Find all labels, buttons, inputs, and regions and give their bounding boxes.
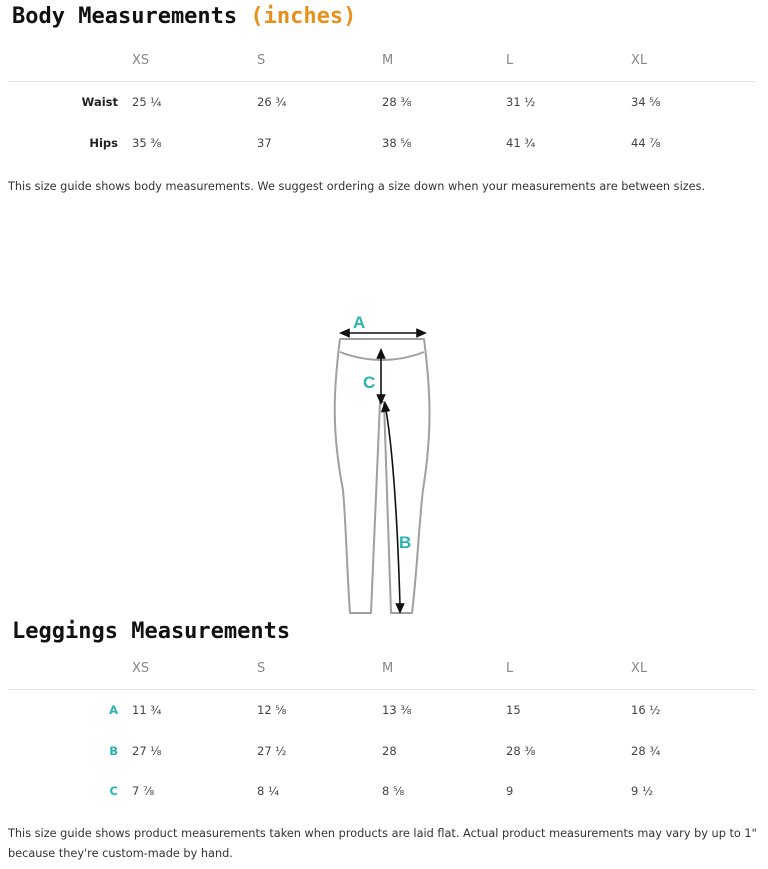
table-cell: 25 ¼ (132, 95, 162, 110)
measure-a-arrow-left (341, 330, 349, 337)
size-header-l: L (506, 649, 631, 689)
table-cell: 11 ¾ (132, 703, 162, 718)
size-header-xl: XL (631, 41, 755, 81)
size-header-s: S (257, 649, 382, 689)
table-cell: 28 ⅜ (506, 744, 536, 758)
size-header-s: S (257, 41, 382, 81)
body-title-unit: (inches) (250, 4, 357, 29)
size-header-xs: XS (132, 649, 257, 689)
row-label-a: A (109, 703, 118, 718)
table-cell: 15 (506, 703, 521, 718)
measure-c-arrow-top (378, 350, 385, 358)
row-label-c: C (109, 784, 118, 798)
leggings-measurements-title: Leggings Measurements (12, 619, 291, 644)
table-header-row (8, 41, 755, 81)
leggings-silhouette (335, 339, 430, 613)
measure-c (378, 350, 385, 403)
table-row (8, 123, 755, 163)
table-cell: 35 ⅜ (132, 136, 162, 150)
measure-b-arrow-top (382, 403, 389, 412)
label-a: A (353, 313, 366, 332)
leggings-measurements-note: This size guide shows product measurements taken when products are laid flat. Actual product measurements may vary by up to 1" because they're custom-made by hand. (8, 827, 757, 860)
table-cell: 44 ⅞ (631, 136, 661, 150)
size-header-xs: XS (132, 41, 257, 81)
leggings-outline (335, 339, 430, 613)
table-cell: 8 ⅝ (382, 784, 405, 798)
table-cell: 28 (382, 744, 397, 758)
table-cell: 27 ½ (257, 744, 287, 758)
table-cell: 41 ¾ (506, 136, 536, 150)
table-row (8, 731, 755, 771)
table-cell: 27 ⅛ (132, 744, 162, 758)
body-measurements-table (8, 41, 755, 163)
body-title-text: Body Measurements (12, 4, 238, 29)
table-row (8, 771, 755, 811)
label-b: B (399, 533, 412, 552)
row-label-hips: Hips (89, 136, 118, 150)
header-spacer (8, 649, 132, 689)
table-header-row (8, 649, 755, 689)
row-label-b: B (109, 744, 118, 758)
table-cell: 8 ¼ (257, 784, 280, 798)
table-cell: 12 ⅝ (257, 703, 287, 718)
body-measurements-note: This size guide shows body measurements. We suggest ordering a size down when your measurements are between sizes. (8, 180, 706, 193)
table-cell: 9 (506, 784, 514, 798)
table-row (8, 81, 755, 123)
table-cell: 7 ⅞ (132, 784, 155, 798)
size-header-m: M (382, 41, 506, 81)
body-measurements-title (12, 4, 356, 29)
table-cell: 28 ¾ (631, 744, 661, 758)
leggings-measurements-table (8, 649, 755, 811)
header-spacer (8, 41, 132, 81)
table-cell: 31 ½ (506, 95, 536, 110)
table-cell: 38 ⅝ (382, 136, 412, 150)
measure-b-arrow-bottom (397, 604, 404, 612)
row-label-waist: Waist (81, 95, 118, 110)
size-header-l: L (506, 41, 631, 81)
table-cell: 28 ⅜ (382, 95, 412, 110)
table-row (8, 689, 755, 731)
leggings-diagram (328, 308, 440, 620)
table-cell: 37 (257, 136, 272, 150)
table-cell: 26 ¾ (257, 95, 287, 110)
table-cell: 13 ⅜ (382, 703, 412, 718)
measure-a-arrow-right (417, 330, 425, 337)
table-cell: 9 ½ (631, 784, 654, 798)
label-c: C (363, 373, 376, 392)
table-cell: 16 ½ (631, 703, 661, 718)
size-header-m: M (382, 649, 506, 689)
size-header-xl: XL (631, 649, 755, 689)
table-cell: 34 ⅝ (631, 95, 661, 110)
